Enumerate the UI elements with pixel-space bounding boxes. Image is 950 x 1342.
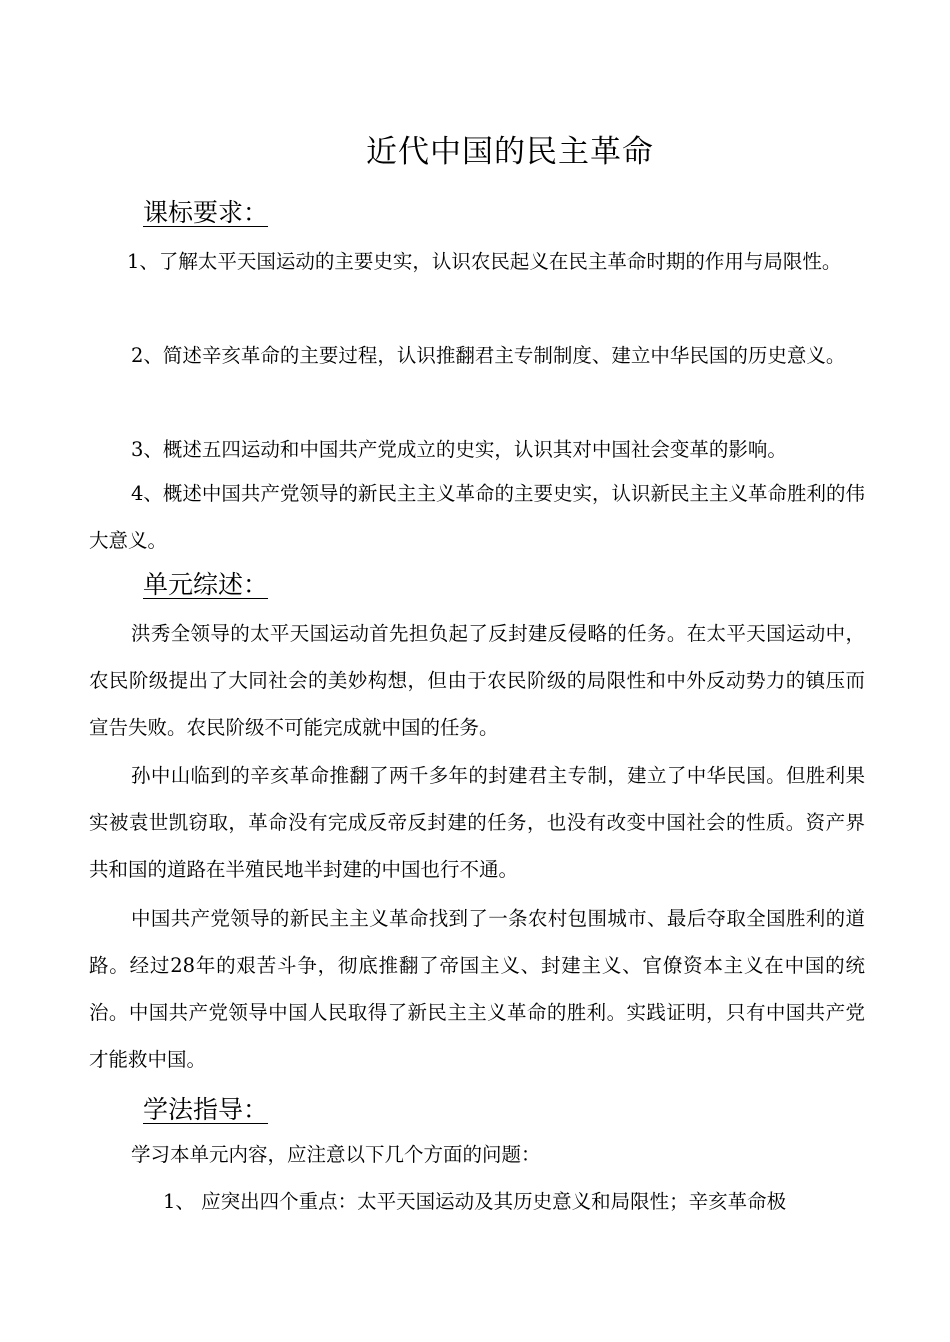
document-title: 近代中国的民主革命 bbox=[366, 134, 654, 170]
paragraph-overview-taiping: 洪秀全领导的太平天国运动首先担负起了反封建反侵略的任务。在太平天国运动中，农民阶级提出了大同社会的美妙构想，但由于农民阶级的局限性和中外反动势力的镇压而宣告失败。农民阶级不可能完成就中国的任务。 bbox=[89, 622, 865, 739]
paragraph-overview-xinhai: 孙中山临到的辛亥革命推翻了两千多年的封建君主专制，建立了中华民国。但胜利果实被袁世凯窃取，革命没有完成反帝反封建的任务，也没有改变中国社会的性质。资产界共和国的道路在半殖民地半封建的中国也行不通。 bbox=[89, 764, 865, 881]
paragraph-guidance-intro: 学习本单元内容，应注意以下几个方面的问题： bbox=[131, 1143, 541, 1166]
paragraph-requirement-1: 1、了解太平天国运动的主要史实，认识农民起义在民主革命时期的作用与局限性。 bbox=[127, 250, 842, 273]
paragraph-requirement-3: 3、概述五四运动和中国共产党成立的史实，认识其对中国社会变革的影响。 bbox=[131, 438, 787, 461]
paragraph-requirement-2: 2、简述辛亥革命的主要过程，认识推翻君主专制制度、建立中华民国的历史意义。 bbox=[131, 344, 846, 367]
section-heading-study-guidance: 学法指导： bbox=[143, 1095, 269, 1124]
section-heading-curriculum-requirements: 课标要求： bbox=[143, 198, 269, 227]
paragraph-overview-new-democratic: 中国共产党领导的新民主主义革命找到了一条农村包围城市、最后夺取全国胜利的道路。经过28年的艰苦斗争，彻底推翻了帝国主义、封建主义、官僚资本主义在中国的统治。中国共产党领导中国人民取得了新民主主义革命的胜利。实践证明，只有中国共产党才能救中国。 bbox=[89, 907, 865, 1071]
paragraph-requirement-4: 4、概述中国共产党领导的新民主主义革命的主要史实，认识新民主主义革命胜利的伟大意义。 bbox=[89, 482, 865, 552]
section-heading-unit-overview: 单元综述： bbox=[143, 570, 269, 599]
paragraph-guidance-point-1: 1、 应突出四个重点：太平天国运动及其历史意义和局限性；辛亥革命极 bbox=[163, 1190, 787, 1213]
